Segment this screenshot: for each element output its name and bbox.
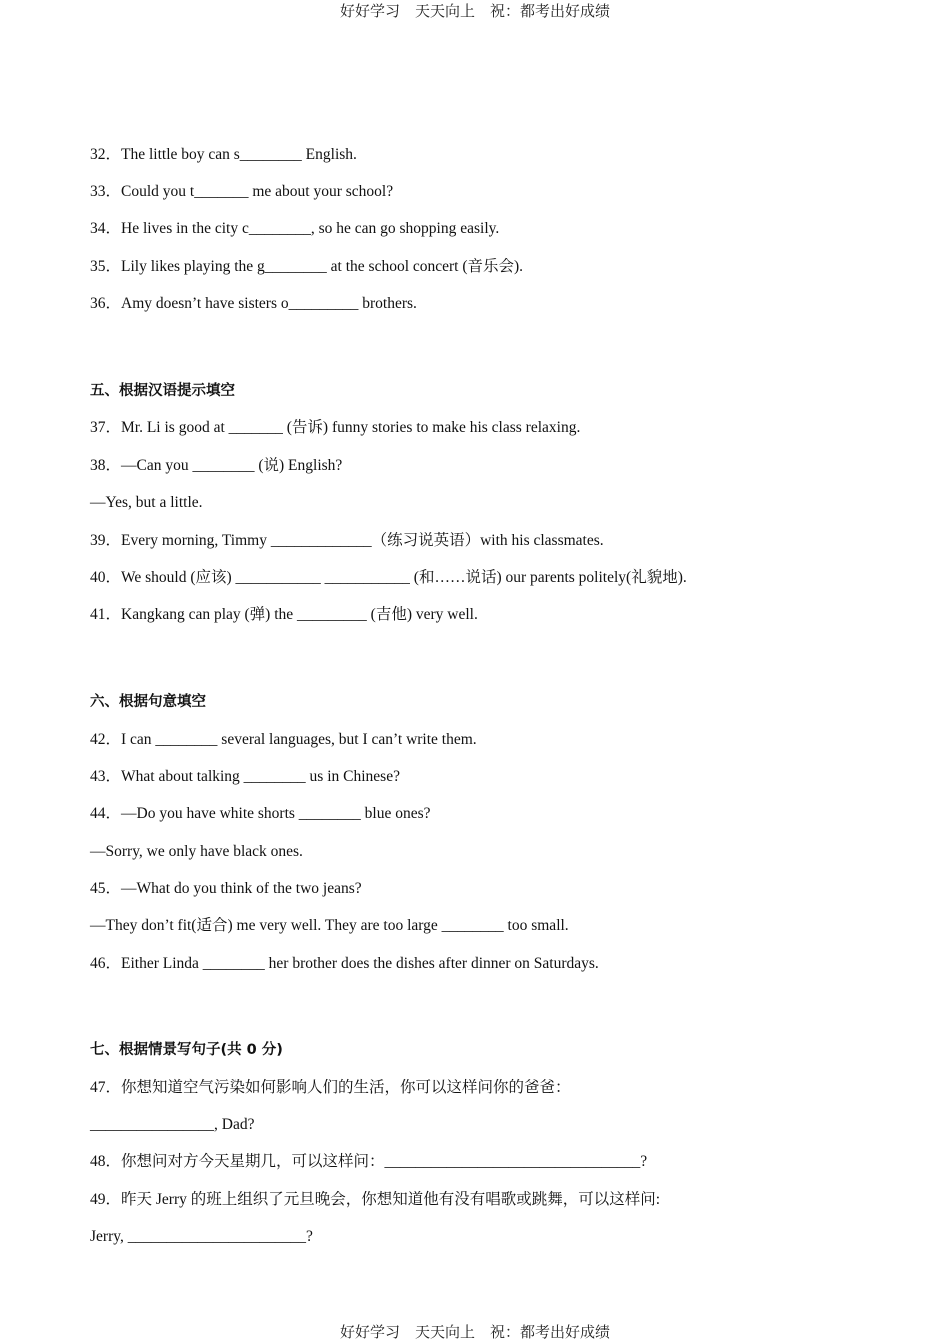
question-line: —Sorry, we only have black ones.	[90, 843, 303, 860]
question-line: 45．—What do you think of the two jeans?	[90, 880, 362, 897]
question-line: 35．Lily likes playing the g________ at the school concert (音乐会).	[90, 258, 524, 275]
question-line: 47．你想知道空气污染如何影响人们的生活，你可以这样问你的爸爸：	[90, 1079, 571, 1096]
question-line: 46．Either Linda ________ her brother does the dishes after dinner on Saturdays.	[90, 955, 599, 972]
question-line: 41．Kangkang can play (弹) the _________ (吉他) very well.	[90, 606, 478, 623]
section-heading: 七、根据情景写句子(共 0 分)	[90, 1042, 283, 1058]
question-line: —They don’t fit(适合) me very well. They are too large ________ too small.	[90, 917, 569, 934]
question-line: 48．你想问对方今天星期几，可以这样问：_________________________________?	[90, 1153, 648, 1170]
question-line: Jerry, _______________________?	[90, 1228, 313, 1245]
question-line: 39．Every morning, Timmy _____________（练习说英语）with his classmates.	[90, 532, 604, 549]
question-line: —Yes, but a little.	[90, 494, 203, 511]
question-line: 37．Mr. Li is good at _______ (告诉) funny stories to make his class relaxing.	[90, 419, 581, 436]
question-line: ________________, Dad?	[90, 1116, 255, 1133]
page-footer: 好好学习 天天向上 祝：都考出好成绩	[339, 1323, 610, 1341]
section-heading: 六、根据句意填空	[90, 694, 206, 710]
question-line: 49．昨天 Jerry 的班上组织了元旦晚会，你想知道他有没有唱歌或跳舞，可以这样问:	[90, 1191, 661, 1208]
question-line: 44．—Do you have white shorts ________ blue ones?	[90, 805, 431, 822]
question-line: 42．I can ________ several languages, but I can’t write them.	[90, 731, 477, 748]
question-line: 40．We should (应该) ___________ ___________ (和……说话) our parents politely(礼貌地).	[90, 569, 687, 586]
question-line: 43．What about talking ________ us in Chinese?	[90, 768, 400, 785]
question-line: 34．He lives in the city c________, so he can go shopping easily.	[90, 220, 500, 237]
question-line: 32．The little boy can s________ English.	[90, 146, 357, 163]
question-line: 36．Amy doesn’t have sisters o_________ brothers.	[90, 295, 417, 312]
question-line: 33．Could you t_______ me about your school?	[90, 183, 394, 200]
section-heading: 五、根据汉语提示填空	[90, 383, 235, 399]
question-line: 38．—Can you ________ (说) English?	[90, 457, 343, 474]
page-header: 好好学习 天天向上 祝：都考出好成绩	[339, 2, 610, 20]
